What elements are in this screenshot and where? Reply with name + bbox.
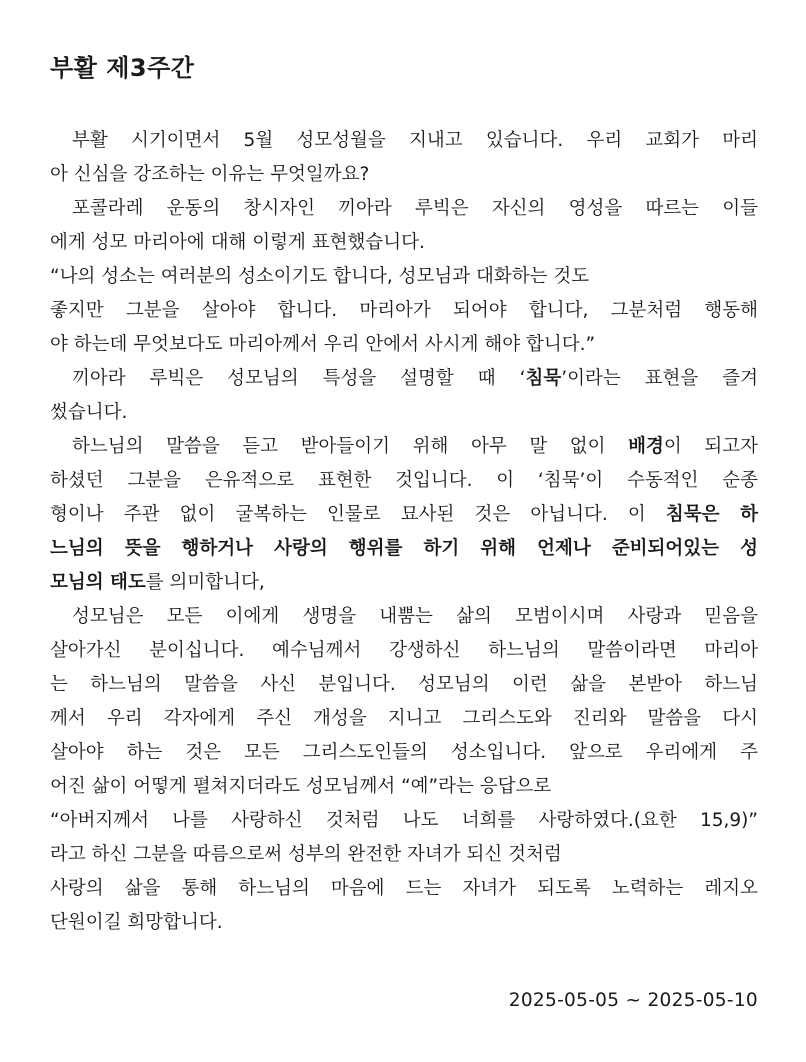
paragraph-line: 부활 시기이면서 5월 성모성월을 지내고 있습니다. 우리 교회가 마리 [72, 130, 758, 151]
emphasis-text: 배경 [628, 436, 664, 457]
paragraph-line: 살아야 하는 것은 모든 그리스도인들의 성소입니다. 앞으로 우리에게 주 [50, 742, 758, 763]
paragraph-line: 살아가신 분이십니다. 예수님께서 강생하신 하느님의 말씀이라면 마리아 [50, 640, 758, 661]
date-range: 2025-05-05 ~ 2025-05-10 [508, 990, 758, 1011]
emphasis-text: 모님의 태도 [50, 572, 146, 593]
paragraph-line: “나의 성소는 여러분의 성소이기도 합니다, 성모님과 대화하는 것도 [50, 266, 590, 287]
paragraph-line [50, 566, 758, 600]
paragraph-line [50, 430, 758, 464]
emphasis-text: 침묵은 하 [665, 504, 758, 525]
page-title: 부활 제3주간 [50, 54, 195, 82]
article-body [50, 124, 758, 940]
paragraph-line: 썼습니다. [50, 402, 128, 423]
paragraph-line [50, 532, 758, 566]
line-text: 끼아라 루빅은 성모님의 특성을 설명할 때 ‘ [72, 368, 526, 389]
paragraph-line: 어진 삶이 어떻게 펼쳐지더라도 성모님께서 “예”라는 응답으로 [50, 776, 552, 797]
paragraph-line: 라고 하신 그분을 따름으로써 성부의 완전한 자녀가 되신 것처럼 [50, 844, 562, 865]
paragraph-line: 포콜라레 운동의 창시자인 끼아라 루빅은 자신의 영성을 따르는 이들 [72, 198, 758, 219]
line-text: 형이나 주관 없이 굴복하는 인물로 묘사된 것은 아닙니다. 이 [50, 504, 666, 525]
line-text: 를 의미합니다, [145, 572, 265, 593]
paragraph-line: 하셨던 그분을 은유적으로 표현한 것입니다. 이 ‘침묵’이 수동적인 순종 [50, 470, 758, 491]
paragraph-line: 사랑의 삶을 통해 하느님의 마음에 드는 자녀가 되도록 노력하는 레지오 [50, 878, 758, 899]
paragraph-line: 아 신심을 강조하는 이유는 무엇일까요? [50, 164, 370, 185]
paragraph-line: 성모님은 모든 이에게 생명을 내뿜는 삶의 모범이시며 사랑과 믿음을 [72, 606, 758, 627]
emphasis-text: 침묵 [525, 368, 562, 389]
emphasis-text: 느님의 뜻을 행하거나 사랑의 행위를 하기 위해 언제나 준비되어있는 성 [50, 538, 758, 559]
paragraph-line [50, 498, 758, 532]
line-text: 하느님의 말씀을 듣고 받아들이기 위해 아무 말 없이 [72, 436, 629, 457]
paragraph-line [50, 362, 758, 396]
paragraph-line: 단원이길 희망합니다. [50, 912, 223, 933]
line-text: ’이라는 표현을 즐겨 [561, 368, 758, 389]
paragraph-line: 는 하느님의 말씀을 사신 분입니다. 성모님의 이런 삶을 본받아 하느님 [50, 674, 758, 695]
paragraph-line: 좋지만 그분을 살아야 합니다. 마리아가 되어야 합니다, 그분처럼 행동해 [50, 300, 758, 321]
line-text: 이 되고자 [663, 436, 758, 457]
paragraph-line: 에게 성모 마리아에 대해 이렇게 표현했습니다. [50, 232, 425, 253]
paragraph-line: 께서 우리 각자에게 주신 개성을 지니고 그리스도와 진리와 말씀을 다시 [50, 708, 758, 729]
paragraph-line: 야 하는데 무엇보다도 마리아께서 우리 안에서 사시게 해야 합니다.” [50, 334, 596, 355]
paragraph-line: “아버지께서 나를 사랑하신 것처럼 나도 너희를 사랑하였다.(요한 15,9)” [50, 810, 758, 831]
